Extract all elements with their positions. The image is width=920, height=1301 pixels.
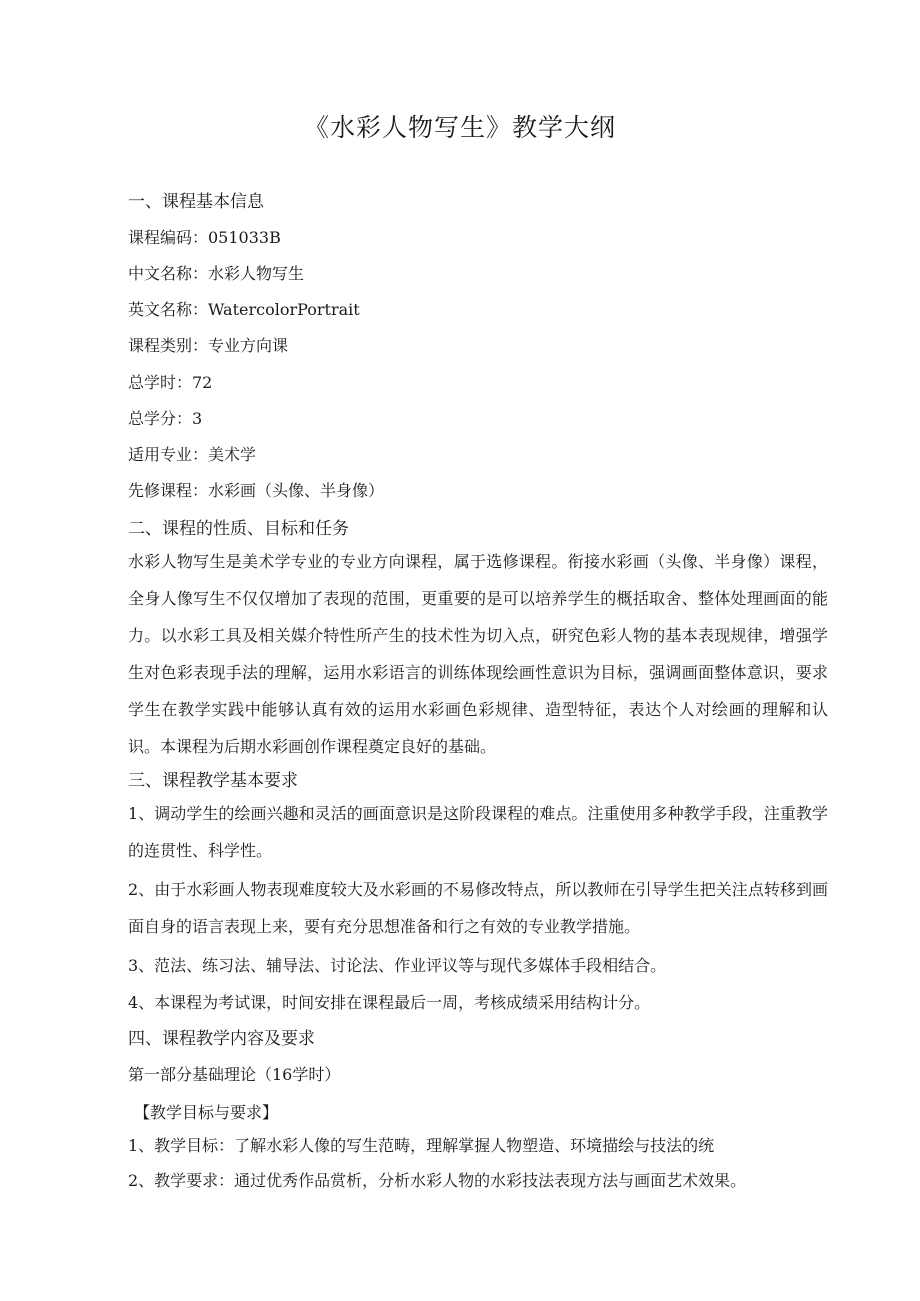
teaching-goal: 1、教学目标：了解水彩人像的写生范畴，理解掌握人物塑造、环境描绘与技法的统 — [128, 1136, 715, 1155]
section-2-heading: 二、课程的性质、目标和任务 — [128, 519, 349, 539]
section-3-heading: 三、课程教学基本要求 — [128, 771, 298, 791]
course-code: 课程编码：051033B — [128, 228, 281, 247]
teaching-requirement: 2、教学要求：通过优秀作品赏析，分析水彩人物的水彩技法表现方法与画面艺术效果。 — [128, 1171, 747, 1190]
document-title: 《水彩人物写生》教学大纲 — [303, 113, 616, 142]
part-1-title: 第一部分基础理论（16学时） — [128, 1065, 341, 1084]
requirement-item-3: 3、范法、练习法、辅导法、讨论法、作业评议等与现代多媒体手段相结合。 — [128, 956, 667, 975]
total-credits: 总学分：3 — [128, 409, 203, 428]
requirement-item-4: 4、本课程为考试课，时间安排在课程最后一周，考核成绩采用结构计分。 — [128, 993, 651, 1012]
section-1-heading: 一、课程基本信息 — [128, 192, 264, 212]
chinese-name: 中文名称：水彩人物写生 — [128, 264, 305, 283]
requirement-item-1: 1、调动学生的绘画兴趣和灵活的画面意识是这阶段课程的难点。注重使用多种教学手段，注重教学的连贯性、科学性。 — [128, 804, 828, 860]
section-2-body: 水彩人物写生是美术学专业的专业方向课程，属于选修课程。衔接水彩画（头像、半身像）课程，全身人像写生不仅仅增加了表现的范围，更重要的是可以培养学生的概括取舍、整体处理画面的能力。以水彩工具及相关媒介特性所产生的技术性为切入点，研究色彩人物的基本表现规律，增强学生对色彩表现手法的理解，运用水彩语言的训练体现绘画性意识为目标，强调画面整体意识，要求学生在教学实践中能够认真有效的运用水彩画色彩规律、造型特征，表达个人对绘画的理解和认识。本课程为后期水彩画创作课程奠定良好的基础。 — [128, 552, 828, 756]
prerequisite-course: 先修课程：水彩画（头像、半身像） — [128, 481, 385, 500]
course-category: 课程类别：专业方向课 — [128, 336, 289, 355]
applicable-major: 适用专业：美术学 — [128, 445, 257, 464]
total-hours: 总学时：72 — [128, 373, 213, 392]
requirement-item-2: 2、由于水彩画人物表现难度较大及水彩画的不易修改特点，所以教师在引导学生把关注点转移到画面自身的语言表现上来，要有充分思想准备和行之有效的专业教学措施。 — [128, 880, 828, 936]
english-name: 英文名称：WatercolorPortrait — [128, 300, 360, 319]
section-4-heading: 四、课程教学内容及要求 — [128, 1029, 315, 1049]
goals-heading: 【教学目标与要求】 — [134, 1103, 279, 1122]
